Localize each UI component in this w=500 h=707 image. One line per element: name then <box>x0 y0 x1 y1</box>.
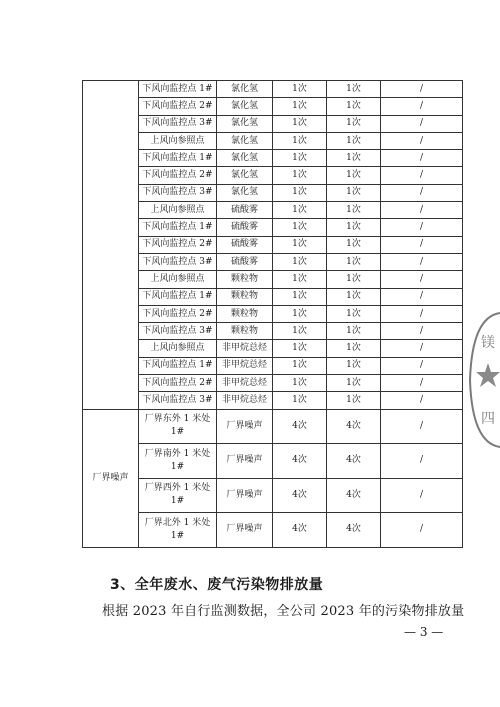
monitoring-point-cell: 上风向参照点 <box>139 132 217 149</box>
note-cell: / <box>381 513 463 548</box>
note-cell: / <box>381 253 463 270</box>
item-cell: 氯化氢 <box>217 115 273 132</box>
item-cell: 氯化氢 <box>217 98 273 115</box>
note-cell: / <box>381 375 463 392</box>
frequency-cell: 1次 <box>327 288 381 305</box>
monitoring-point-cell: 下风向监控点 1# <box>139 81 217 98</box>
note-cell: / <box>381 409 463 444</box>
frequency-cell: 1次 <box>327 219 381 236</box>
monitoring-point-cell: 下风向监控点 2# <box>139 167 217 184</box>
table-row <box>83 236 463 253</box>
item-cell: 厂界噪声 <box>217 513 273 548</box>
category-cell-air <box>83 81 139 410</box>
table-row <box>83 150 463 167</box>
table-row <box>83 444 463 479</box>
note-cell: / <box>381 219 463 236</box>
monitoring-point-cell: 下风向监控点 2# <box>139 375 217 392</box>
frequency-cell: 4次 <box>273 444 327 479</box>
item-cell: 氯化氢 <box>217 150 273 167</box>
frequency-cell: 1次 <box>327 98 381 115</box>
item-cell: 厂界噪声 <box>217 478 273 513</box>
item-cell: 硫酸雾 <box>217 219 273 236</box>
frequency-cell: 1次 <box>273 253 327 270</box>
note-cell: / <box>381 323 463 340</box>
frequency-cell: 4次 <box>327 513 381 548</box>
frequency-cell: 1次 <box>273 305 327 322</box>
frequency-cell: 1次 <box>273 288 327 305</box>
note-cell: / <box>381 444 463 479</box>
frequency-cell: 1次 <box>327 167 381 184</box>
monitoring-point-cell: 下风向监控点 1# <box>139 219 217 236</box>
page-number: — 3 — <box>404 625 444 639</box>
table-row <box>83 478 463 513</box>
item-cell: 颗粒物 <box>217 271 273 288</box>
frequency-cell: 1次 <box>273 98 327 115</box>
note-cell: / <box>381 478 463 513</box>
frequency-cell: 4次 <box>327 478 381 513</box>
monitoring-point-cell: 上风向参照点 <box>139 271 217 288</box>
monitoring-table <box>82 80 463 548</box>
frequency-cell: 1次 <box>273 115 327 132</box>
note-cell: / <box>381 357 463 374</box>
frequency-cell: 1次 <box>327 81 381 98</box>
frequency-cell: 1次 <box>327 340 381 357</box>
frequency-cell: 1次 <box>273 167 327 184</box>
table-row <box>83 253 463 270</box>
table-row <box>83 219 463 236</box>
frequency-cell: 1次 <box>327 132 381 149</box>
frequency-cell: 4次 <box>273 513 327 548</box>
frequency-cell: 1次 <box>327 357 381 374</box>
frequency-cell: 1次 <box>327 253 381 270</box>
frequency-cell: 1次 <box>327 392 381 409</box>
item-cell: 非甲烷总烃 <box>217 375 273 392</box>
note-cell: / <box>381 98 463 115</box>
frequency-cell: 1次 <box>327 375 381 392</box>
frequency-cell: 1次 <box>327 236 381 253</box>
monitoring-point-cell: 下风向监控点 1# <box>139 150 217 167</box>
table-row <box>83 340 463 357</box>
frequency-cell: 1次 <box>327 323 381 340</box>
item-cell: 氯化氢 <box>217 167 273 184</box>
frequency-cell: 1次 <box>273 357 327 374</box>
note-cell: / <box>381 115 463 132</box>
monitoring-point-cell: 下风向监控点 2# <box>139 305 217 322</box>
item-cell: 氯化氢 <box>217 184 273 201</box>
item-cell: 颗粒物 <box>217 323 273 340</box>
monitoring-table-body <box>83 81 463 548</box>
frequency-cell: 1次 <box>273 392 327 409</box>
item-cell: 厂界噪声 <box>217 409 273 444</box>
frequency-cell: 1次 <box>327 115 381 132</box>
monitoring-point-cell: 厂界南外 1 米处 1# <box>139 444 217 479</box>
item-cell: 非甲烷总烃 <box>217 357 273 374</box>
note-cell: / <box>381 305 463 322</box>
table-row <box>83 271 463 288</box>
note-cell: / <box>381 132 463 149</box>
official-seal-partial <box>468 305 500 455</box>
note-cell: / <box>381 340 463 357</box>
item-cell: 氯化氢 <box>217 81 273 98</box>
note-cell: / <box>381 150 463 167</box>
item-cell: 厂界噪声 <box>217 444 273 479</box>
frequency-cell: 1次 <box>327 184 381 201</box>
note-cell: / <box>381 288 463 305</box>
note-cell: / <box>381 202 463 219</box>
item-cell: 硫酸雾 <box>217 236 273 253</box>
frequency-cell: 1次 <box>273 375 327 392</box>
item-cell: 颗粒物 <box>217 288 273 305</box>
monitoring-point-cell: 下风向监控点 1# <box>139 357 217 374</box>
monitoring-point-cell: 下风向监控点 2# <box>139 236 217 253</box>
monitoring-point-cell: 厂界北外 1 米处 1# <box>139 513 217 548</box>
frequency-cell: 1次 <box>273 150 327 167</box>
table-row <box>83 167 463 184</box>
frequency-cell: 1次 <box>327 202 381 219</box>
item-cell: 氯化氢 <box>217 132 273 149</box>
table-row <box>83 392 463 409</box>
table-row <box>83 115 463 132</box>
table-row <box>83 305 463 322</box>
table-row <box>83 288 463 305</box>
item-cell: 硫酸雾 <box>217 202 273 219</box>
item-cell: 颗粒物 <box>217 305 273 322</box>
note-cell: / <box>381 81 463 98</box>
body-paragraph: 根据 2023 年自行监测数据，全公司 2023 年的污染物排放量 <box>102 604 465 619</box>
section-heading: 3、全年废水、废气污染物排放量 <box>110 577 324 593</box>
table-row <box>83 375 463 392</box>
frequency-cell: 1次 <box>273 271 327 288</box>
monitoring-point-cell: 厂界东外 1 米处 1# <box>139 409 217 444</box>
item-cell: 非甲烷总烃 <box>217 392 273 409</box>
svg-text:四: 四 <box>481 411 495 427</box>
frequency-cell: 1次 <box>327 150 381 167</box>
monitoring-point-cell: 下风向监控点 3# <box>139 323 217 340</box>
monitoring-point-cell: 厂界西外 1 米处 1# <box>139 478 217 513</box>
svg-text:镁: 镁 <box>481 335 495 351</box>
table-row <box>83 132 463 149</box>
note-cell: / <box>381 236 463 253</box>
table-row <box>83 409 463 444</box>
monitoring-point-cell: 下风向监控点 1# <box>139 288 217 305</box>
table-row <box>83 81 463 98</box>
frequency-cell: 4次 <box>273 478 327 513</box>
monitoring-point-cell: 下风向监控点 3# <box>139 253 217 270</box>
table-row <box>83 202 463 219</box>
note-cell: / <box>381 184 463 201</box>
category-cell-noise: 厂界噪声 <box>83 409 139 547</box>
frequency-cell: 1次 <box>273 323 327 340</box>
monitoring-point-cell: 下风向监控点 2# <box>139 98 217 115</box>
frequency-cell: 1次 <box>273 236 327 253</box>
frequency-cell: 1次 <box>273 81 327 98</box>
table-row <box>83 513 463 548</box>
monitoring-point-cell: 下风向监控点 3# <box>139 392 217 409</box>
frequency-cell: 1次 <box>273 132 327 149</box>
frequency-cell: 4次 <box>327 444 381 479</box>
monitoring-point-cell: 下风向监控点 3# <box>139 184 217 201</box>
monitoring-point-cell: 上风向参照点 <box>139 340 217 357</box>
monitoring-point-cell: 下风向监控点 3# <box>139 115 217 132</box>
note-cell: / <box>381 392 463 409</box>
frequency-cell: 1次 <box>273 202 327 219</box>
item-cell: 硫酸雾 <box>217 253 273 270</box>
table-row <box>83 323 463 340</box>
frequency-cell: 1次 <box>273 340 327 357</box>
monitoring-point-cell: 上风向参照点 <box>139 202 217 219</box>
frequency-cell: 1次 <box>327 271 381 288</box>
table-row <box>83 184 463 201</box>
table-row <box>83 98 463 115</box>
frequency-cell: 4次 <box>327 409 381 444</box>
frequency-cell: 4次 <box>273 409 327 444</box>
frequency-cell: 1次 <box>327 305 381 322</box>
item-cell: 非甲烷总烃 <box>217 340 273 357</box>
note-cell: / <box>381 271 463 288</box>
table-row <box>83 357 463 374</box>
frequency-cell: 1次 <box>273 184 327 201</box>
frequency-cell: 1次 <box>273 219 327 236</box>
note-cell: / <box>381 167 463 184</box>
